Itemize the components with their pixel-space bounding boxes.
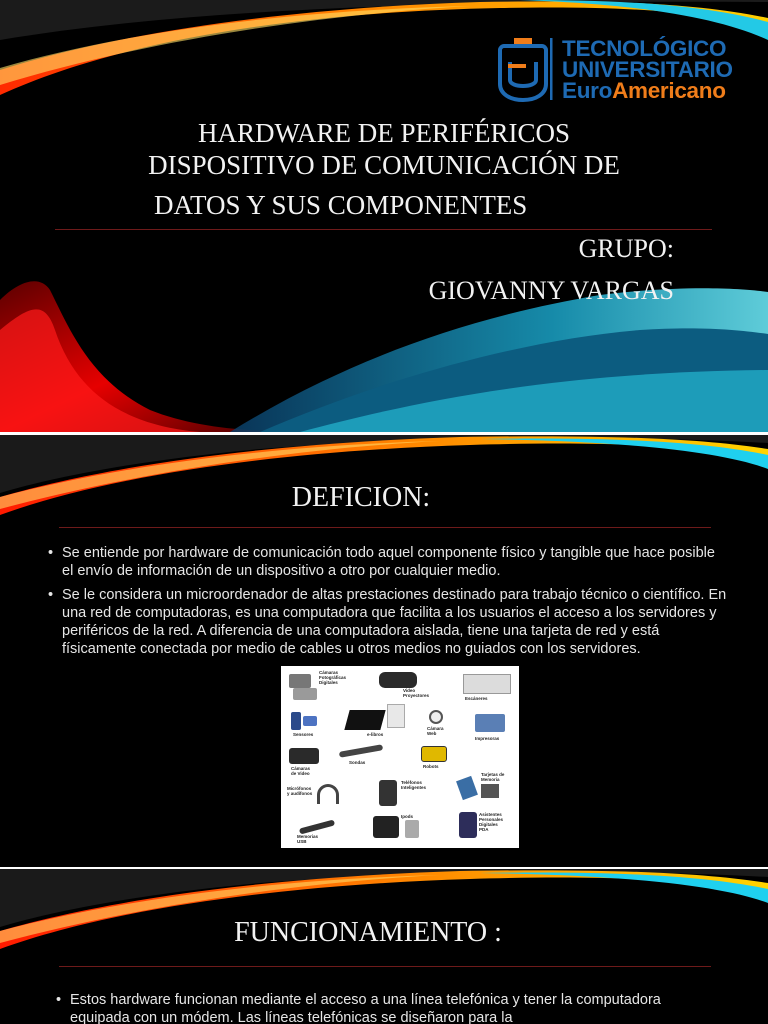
camera-icon bbox=[289, 674, 311, 688]
device-label: Cámara Web bbox=[427, 726, 444, 736]
heading-divider bbox=[59, 966, 711, 967]
robot-icon bbox=[421, 746, 447, 762]
scanner-icon bbox=[463, 674, 511, 694]
logo-americano-text: Americano bbox=[612, 78, 726, 103]
video-camera-icon bbox=[289, 748, 319, 764]
probe-icon bbox=[339, 744, 383, 758]
slide-title-line1: HARDWARE DE PERIFÉRICOS bbox=[197, 118, 571, 148]
university-shield-icon bbox=[492, 36, 554, 104]
ereader-icon bbox=[344, 710, 385, 730]
device-label: Tarjetas de Memoria bbox=[481, 772, 505, 782]
device-label: Micrófonos y audífonos bbox=[287, 786, 313, 796]
device-label: Cámaras de Video bbox=[291, 766, 311, 776]
device-label: Ipods bbox=[401, 814, 413, 819]
usb-memory-icon bbox=[299, 819, 335, 834]
device-label: Asistentes Personales Digitales PDA bbox=[479, 812, 504, 832]
logo-line1: TECNOLÓGICO bbox=[562, 36, 727, 61]
university-logo bbox=[492, 36, 754, 104]
bullet-item: • Se entiende por hardware de comunicación todo aquel componente físico y tangible que hace posible el envío de información de un dispositivo a otro por cualquier medio. bbox=[48, 544, 728, 580]
slide-title-line2: DISPOSITIVO DE COMUNICACIÓN DE bbox=[148, 150, 620, 180]
logo-line3 bbox=[562, 80, 726, 101]
slide-title-line3: DATOS Y SUS COMPONENTES bbox=[154, 190, 528, 220]
memory-card-icon bbox=[481, 784, 499, 798]
bullet-item: • Estos hardware funcionan mediante el acceso a una línea telefónica y tener la computadora equipada con un módem. Las líneas telefónicas se diseñaron para la bbox=[56, 991, 696, 1024]
device-label: Robots bbox=[423, 764, 439, 769]
slide-heading: DEFICION: bbox=[291, 482, 431, 513]
device-label: Sondas bbox=[349, 760, 366, 765]
heading-divider bbox=[59, 527, 711, 528]
ereader-icon bbox=[387, 704, 405, 728]
operation-bullets bbox=[56, 991, 696, 1024]
title-divider bbox=[55, 229, 712, 230]
device-label: e-libros bbox=[367, 732, 384, 737]
headphones-icon bbox=[317, 784, 339, 804]
device-label: Escáneres bbox=[465, 696, 488, 701]
sensor-icon bbox=[303, 716, 317, 726]
smartphone-icon bbox=[379, 780, 397, 806]
definition-bullets bbox=[48, 544, 728, 664]
definition-slide bbox=[0, 435, 768, 867]
logo-euro-text: Euro bbox=[562, 78, 613, 103]
printer-icon bbox=[475, 714, 505, 732]
ipod-icon bbox=[373, 816, 399, 838]
title-slide bbox=[0, 0, 768, 432]
device-label: Teléfonos Inteligentes bbox=[401, 780, 427, 790]
camera-icon bbox=[293, 688, 317, 700]
ipod-icon bbox=[405, 820, 419, 838]
pda-icon bbox=[459, 812, 477, 838]
logo-line2: UNIVERSITARIO bbox=[562, 57, 733, 82]
bullet-item: • Se le considera un microordenador de altas prestaciones destinado para trabajo técnico o científico. En una red de computadoras, es una computadora que facilita a los usuarios el acceso a los servidores y periféricos de la red. A diferencia de una computadora aislada, tiene una tarjeta de red y está físicamente conectada por medio de cables u otros medios no guiados con los servidores. bbox=[48, 586, 728, 658]
projector-icon bbox=[379, 672, 417, 688]
memory-card-icon bbox=[456, 776, 478, 800]
sensor-icon bbox=[291, 712, 301, 730]
device-label: Sensores bbox=[293, 732, 314, 737]
device-label: Impresoras bbox=[475, 736, 500, 741]
peripheral-devices-image bbox=[281, 666, 519, 848]
device-label: Video Proyectores bbox=[403, 688, 430, 698]
device-label: Memorias USB bbox=[297, 834, 319, 844]
webcam-icon bbox=[429, 710, 443, 724]
operation-slide bbox=[0, 869, 768, 1024]
author-name: GIOVANNY VARGAS bbox=[428, 276, 674, 305]
slide-heading: FUNCIONAMIENTO : bbox=[234, 917, 502, 948]
group-label: GRUPO: bbox=[578, 234, 674, 263]
device-label: Cámaras Fotográficas Digitales bbox=[319, 670, 347, 685]
